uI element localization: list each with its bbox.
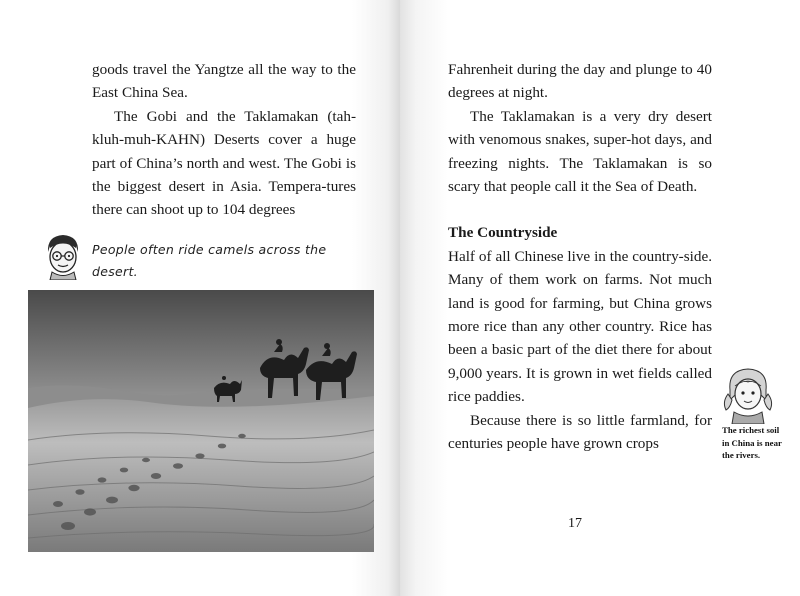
girl-avatar-icon <box>720 364 776 424</box>
photo-caption: People often ride camels across the desert. <box>92 242 327 279</box>
paragraph: The Gobi and the Taklamakan (tah-kluh-muh-KAHN) Deserts cover a huge part of China’s north and west. The Gobi is the biggest desert in Asia. Tempera-tures there can shoot up to 104 degrees <box>92 107 356 219</box>
paragraph: Fahrenheit during the day and plunge to 40 degrees at night. <box>448 61 712 102</box>
paragraph: The Taklamakan is a very dry desert with venomous snakes, super-hot days, and freezing nights. The Taklamakan is so scary that people call it the Sea of Death. <box>448 107 712 196</box>
paragraph: Half of all Chinese live in the country-side. Many of them work on farms. Not much land is good for farming, but China grows more rice than any other country. Rice has been a basic part of the diet there for about 9,000 years. It is grown in wet fields called rice paddies. <box>448 247 712 406</box>
boy-avatar-icon <box>42 230 84 280</box>
section-heading: The Countryside <box>448 224 558 242</box>
right-page <box>400 0 800 596</box>
paragraph: goods travel the Yangtze all the way to the East China Sea. <box>92 61 356 102</box>
paragraph: Because there is so little farmland, for centuries people have grown crops <box>448 411 712 453</box>
desert-camels-photo <box>28 290 374 552</box>
left-page-text <box>92 58 356 222</box>
page-number: 17 <box>568 516 582 531</box>
sidenote: The richest soil in China is near the rivers. <box>722 425 782 461</box>
right-page-text <box>448 58 712 456</box>
